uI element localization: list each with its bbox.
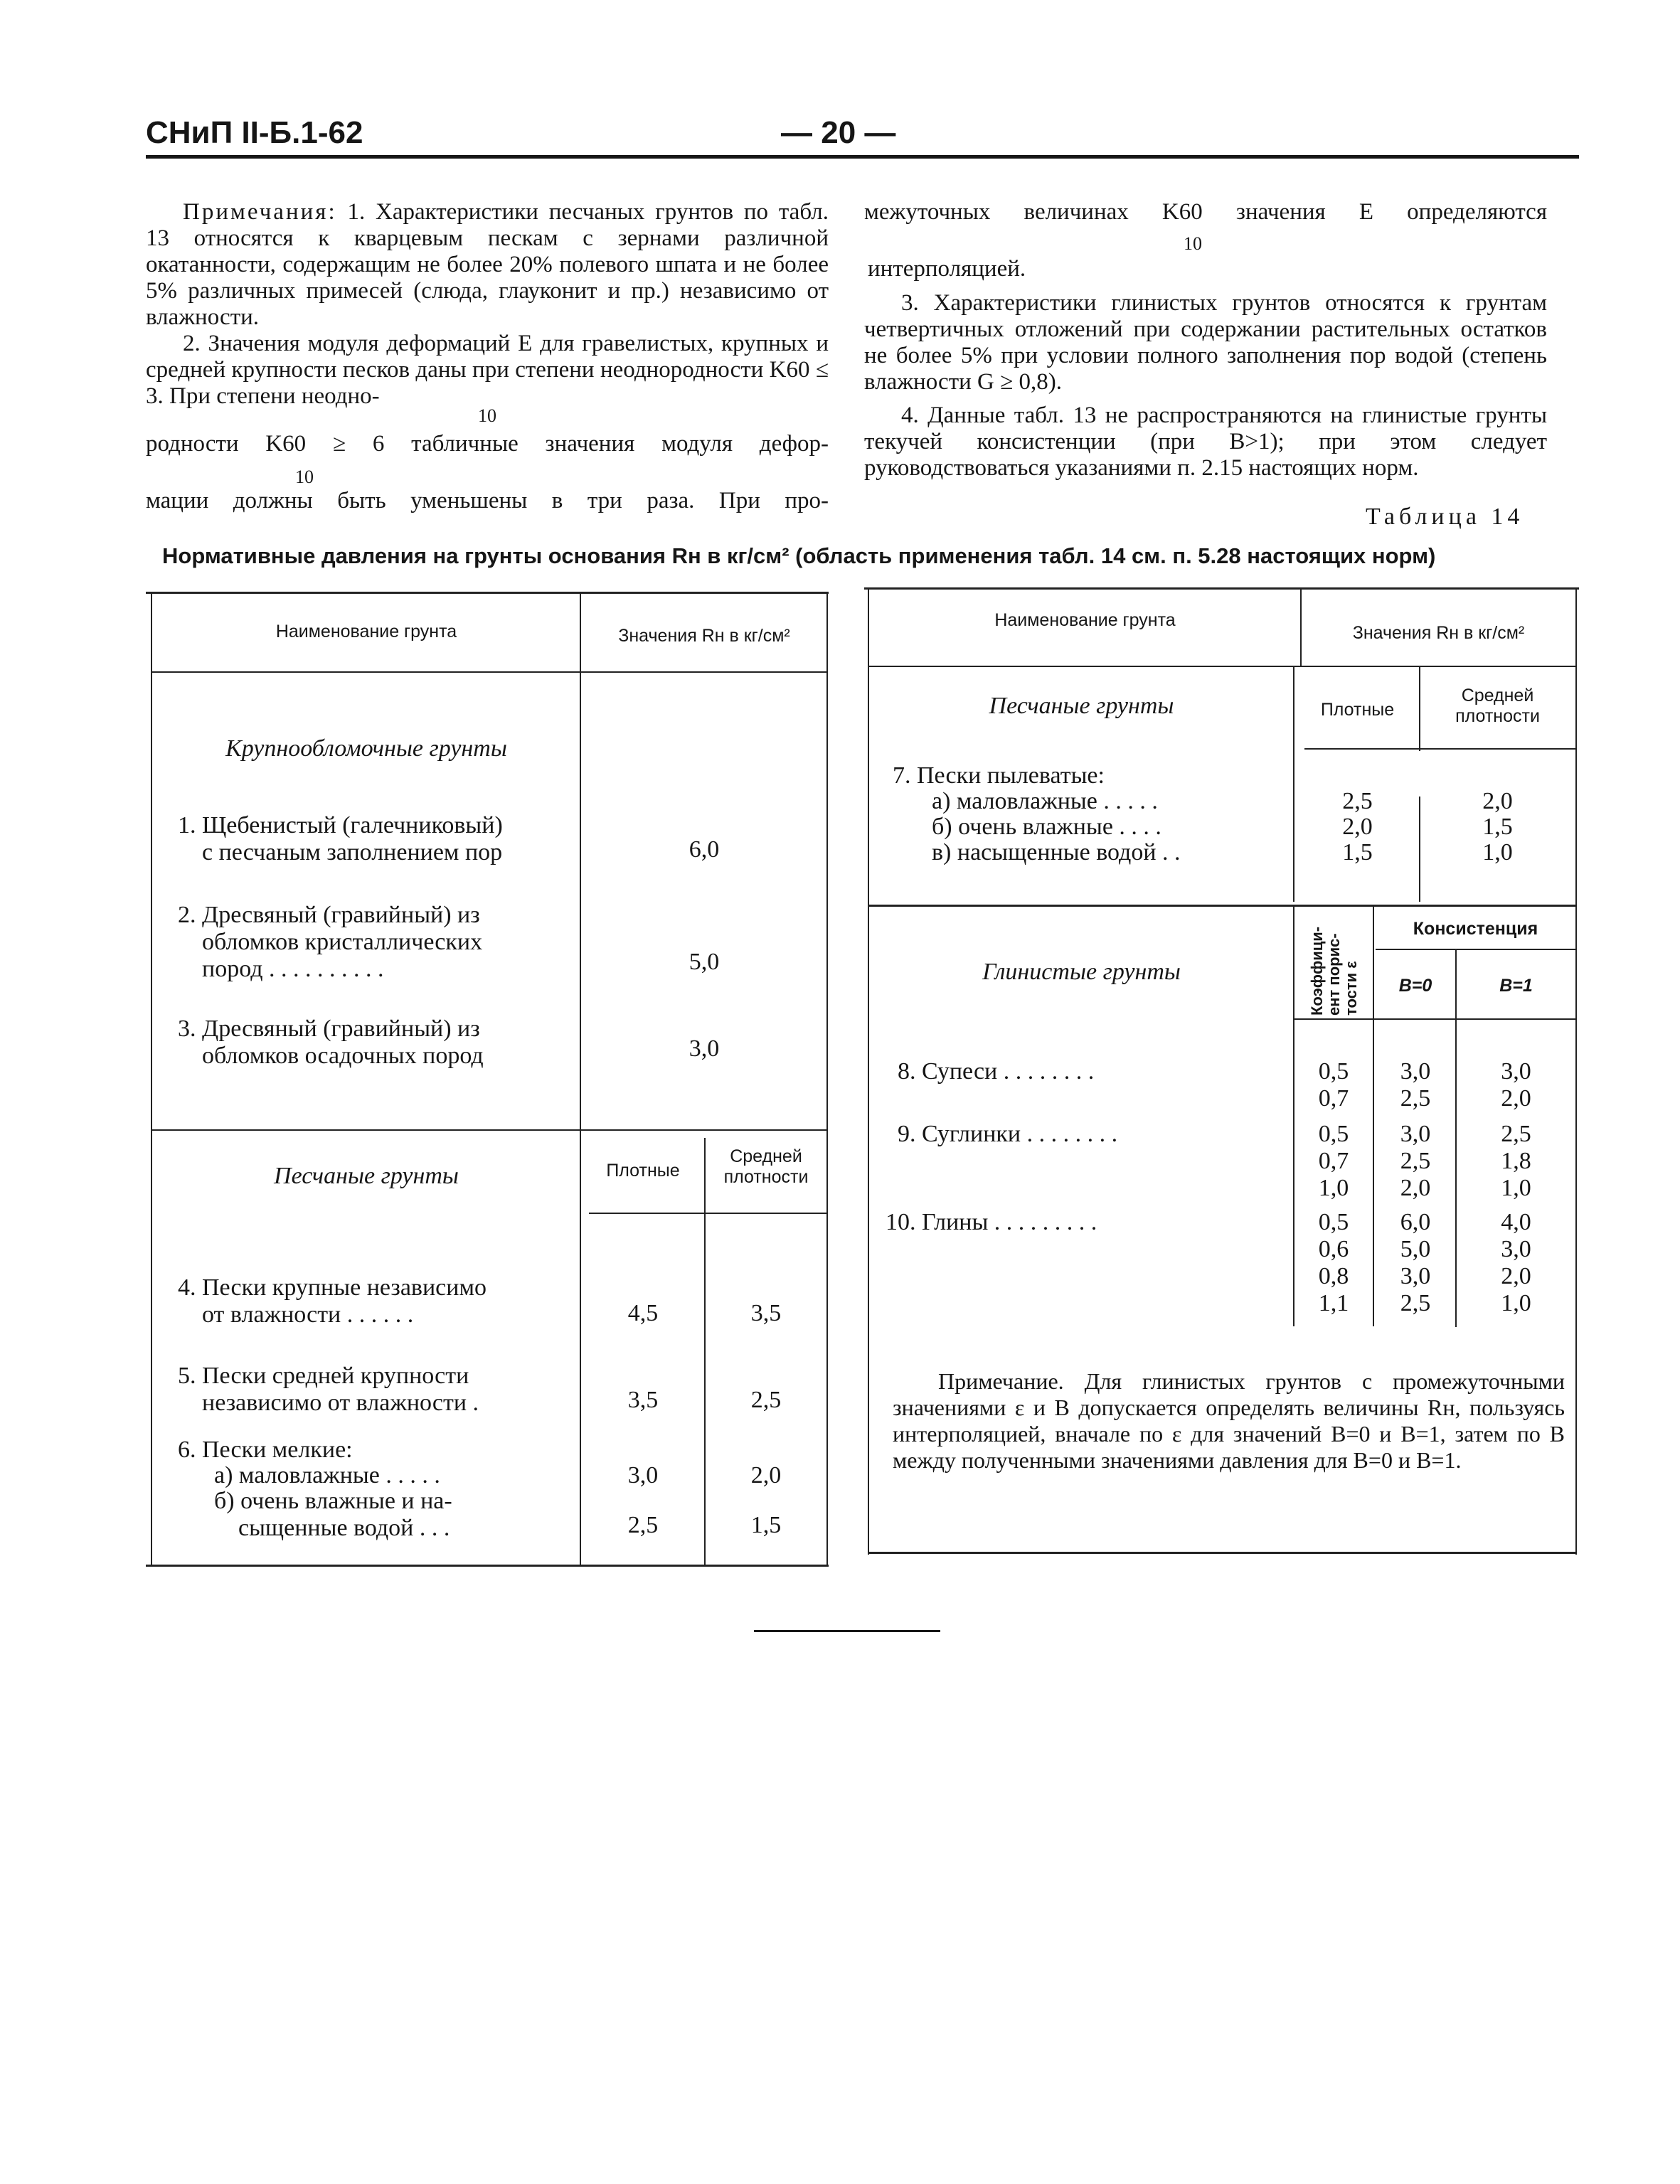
right-col-medium: Средней плотности [1455, 686, 1540, 726]
left-row-4: 4. Пески крупные независимо от влажности . . . . . . [178, 1274, 487, 1328]
right-row-8-b0: 3,0 2,5 [1400, 1058, 1431, 1112]
left-row-1-value: 6,0 [689, 836, 720, 863]
right-row-10-b0: 6,0 5,0 3,0 2,5 [1400, 1209, 1431, 1316]
right-col-name: Наименование грунта [994, 610, 1176, 630]
right-row-8-e: 0,5 0,7 [1318, 1058, 1349, 1112]
right-row-9-b0: 3,0 2,5 2,0 [1400, 1121, 1431, 1201]
left-col-dense: Плотные [606, 1161, 680, 1181]
right-row-7b-medium: 1,5 [1482, 814, 1513, 840]
right-col-consistency: Консистенция [1413, 919, 1538, 939]
right-table-note: Примечание. Для глинистых грунтов с промежуточными значениями ε и B допускается определять величины Rн, пользуясь интерполяцией, вначале по ε для значений B=0 и B=1, затем по B между полученными значениями давления для B=0 и B=1. [893, 1368, 1565, 1473]
left-cat-coarse: Крупнообломочные грунты [225, 735, 507, 762]
right-row-7b-dense: 2,0 [1342, 814, 1373, 840]
note-2c: мации должны быть уменьшены в три раза. При про- [146, 488, 829, 513]
table-caption: Таблица 14 [1366, 504, 1524, 530]
note-2e: интерполяцией. [868, 256, 1026, 282]
frac-sub-3: 10 [1184, 233, 1202, 254]
right-row-9-e: 0,5 0,7 1,0 [1318, 1121, 1349, 1201]
right-row-8-b1: 3,0 2,0 [1501, 1058, 1531, 1112]
right-col-dense: Плотные [1320, 700, 1395, 720]
notes-label: Примечания: [183, 199, 337, 225]
right-row-9-b1: 2,5 1,8 1,0 [1501, 1121, 1531, 1201]
right-row-10-e: 0,5 0,6 0,8 1,1 [1318, 1209, 1349, 1316]
right-col-b0: B=0 [1398, 976, 1432, 996]
right-cat-clay: Глинистые грунты [982, 959, 1181, 985]
right-col-b1: B=1 [1499, 976, 1533, 996]
right-row-7b: б) очень влажные . . . . [932, 814, 1161, 840]
table-title: Нормативные давления на грунты основания Rн в кг/см² (область применения табл. 14 см. п. 5.28 настоящих норм) [162, 543, 1436, 568]
left-row-6a: а) маловлажные . . . . . [178, 1462, 440, 1488]
left-row-2-value: 5,0 [689, 949, 720, 975]
right-row-7a-dense: 2,5 [1342, 788, 1373, 814]
frac-sub-2: 10 [295, 467, 314, 487]
right-col-porosity: Коэффици- ент порис- тости ε [1308, 926, 1360, 1016]
left-row-5-dense: 3,5 [627, 1387, 659, 1413]
page-number: — 20 — [781, 115, 896, 150]
note-3: 3. Характеристики глинистых грунтов относятся к грунтам четвертичных отложений при содержании растительных остатков не более 5% при условии полного заполнения пор водой (степень влажности G ≥ 0,8). [864, 290, 1547, 395]
left-row-5: 5. Пески средней крупности независимо от влажности . [178, 1363, 479, 1416]
header-rule [146, 155, 1579, 159]
left-cat-sand: Песчаные грунты [274, 1163, 459, 1189]
notes-left [146, 199, 829, 410]
left-row-6b-dense: 2,5 [627, 1512, 659, 1538]
document-code: СНиП II-Б.1-62 [146, 115, 363, 150]
left-row-4-medium: 3,5 [750, 1300, 782, 1326]
left-row-3: 3. Дресвяный (гравийный) из обломков осадочных пород [178, 1016, 484, 1069]
note-2d: межуточных величинах K60 значения E определяются [864, 199, 1547, 225]
right-row-7c: в) насыщенные водой . . [932, 839, 1181, 865]
left-row-6b: б) очень влажные и на- сыщенные водой . . . [178, 1488, 452, 1541]
left-col-name: Наименование грунта [275, 622, 457, 641]
left-row-6: 6. Пески мелкие: [178, 1437, 353, 1463]
left-col-medium: Средней плотности [723, 1146, 809, 1187]
left-row-6a-medium: 2,0 [750, 1462, 782, 1488]
right-row-7a-medium: 2,0 [1482, 788, 1513, 814]
right-row-10: 10. Глины . . . . . . . . . [886, 1209, 1097, 1235]
left-row-3-value: 3,0 [689, 1035, 720, 1062]
note-4: 4. Данные табл. 13 не распространяются на глинистые грунты текучей консистенции (при B>1); при этом следует руководствоваться указаниями п. 2.15 настоящих норм. [864, 403, 1547, 481]
right-row-8: 8. Супеси . . . . . . . . [898, 1058, 1095, 1085]
right-row-7c-dense: 1,5 [1342, 839, 1373, 865]
frac-sub-1: 10 [478, 405, 496, 426]
footer-rule [754, 1630, 940, 1632]
left-row-6a-dense: 3,0 [627, 1462, 659, 1488]
left-row-6b-medium: 1,5 [750, 1512, 782, 1538]
right-col-value: Значения Rн в кг/см² [1352, 623, 1525, 643]
right-row-7: 7. Пески пылеватые: [893, 762, 1105, 789]
note-2a: 2. Значения модуля деформаций E для гравелистых, крупных и средней крупности песков даны при степени неоднородности K60 ≤ 3. При степени неодно- [146, 331, 829, 409]
notes-right [864, 290, 1547, 481]
right-row-7a: а) маловлажные . . . . . [932, 788, 1158, 814]
right-row-10-b1: 4,0 3,0 2,0 1,0 [1501, 1209, 1531, 1316]
right-row-9: 9. Суглинки . . . . . . . . [898, 1121, 1118, 1147]
note-2b: родности K60 ≥ 6 табличные значения модуля дефор- [146, 431, 829, 457]
note-1: 1. Характеристики песчаных грунтов по табл. 13 относятся к кварцевым пескам с зернами различной окатанности, содержащим не более 20% полевого шпата и не более 5% различных примесей (слюда, глауконит и пр.) независимо от влажности. [146, 199, 829, 330]
left-row-5-medium: 2,5 [750, 1387, 782, 1413]
right-row-7c-medium: 1,0 [1482, 839, 1513, 865]
right-cat-sand: Песчаные грунты [989, 693, 1174, 719]
left-row-4-dense: 4,5 [627, 1300, 659, 1326]
left-col-value: Значения Rн в кг/см² [618, 626, 790, 646]
left-row-2: 2. Дресвяный (гравийный) из обломков кристаллических пород . . . . . . . . . . [178, 902, 483, 982]
left-row-1: 1. Щебенистый (галечниковый) с песчаным заполнением пор [178, 812, 503, 865]
